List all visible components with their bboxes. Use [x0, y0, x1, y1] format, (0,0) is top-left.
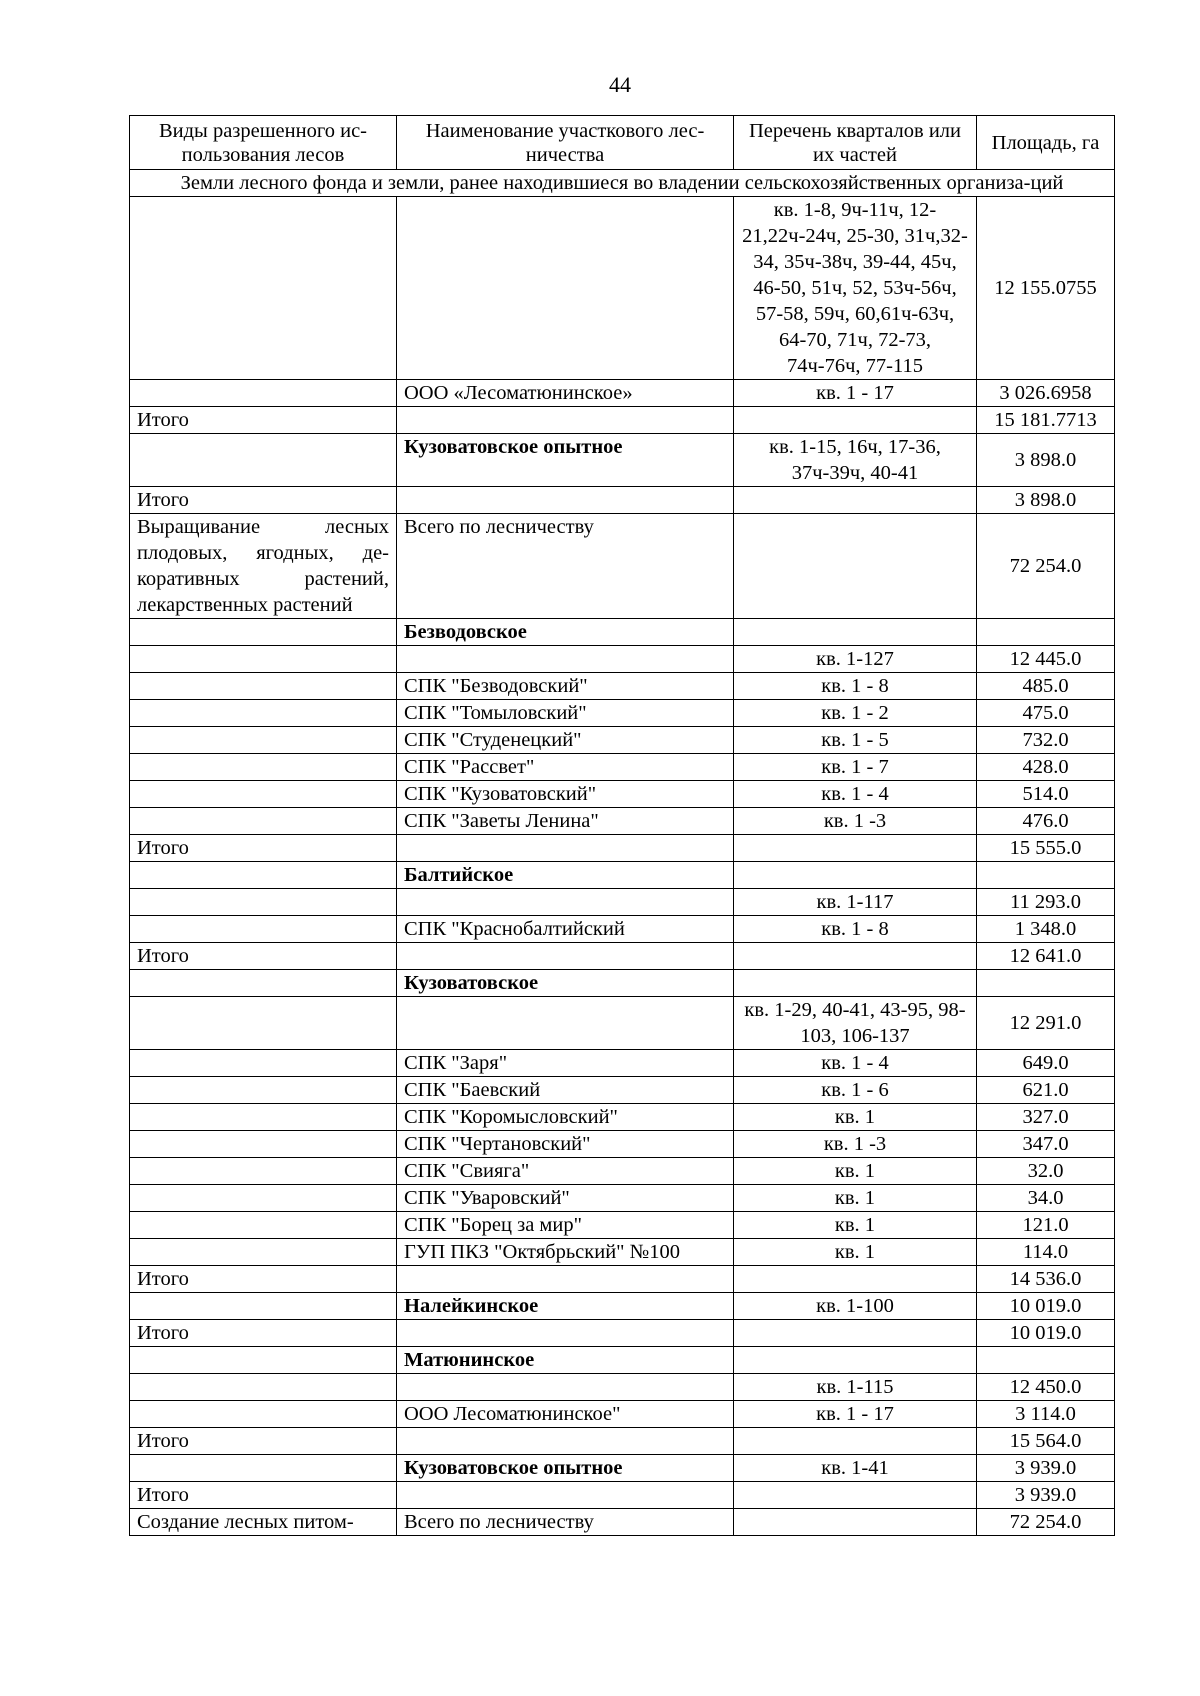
cell-use-type	[130, 1455, 397, 1482]
table-row	[130, 808, 1115, 835]
table-row	[130, 1266, 1115, 1293]
cell-quarters: кв. 1-115	[734, 1374, 977, 1401]
cell-area: 11 293.0	[977, 889, 1115, 916]
cell-use-type	[130, 727, 397, 754]
table-row	[130, 380, 1115, 407]
cell-area	[977, 1347, 1115, 1374]
header-area: Площадь, га	[977, 116, 1115, 170]
cell-forestry-name: СПК "Безводовский"	[397, 673, 734, 700]
cell-area: 12 641.0	[977, 943, 1115, 970]
cell-quarters	[734, 407, 977, 434]
cell-use-type	[130, 1131, 397, 1158]
cell-use-type: Итого	[130, 943, 397, 970]
cell-area	[977, 619, 1115, 646]
cell-quarters: кв. 1 - 17	[734, 1401, 977, 1428]
cell-quarters: кв. 1-15, 16ч, 17-36, 37ч-39ч, 40-41	[734, 434, 977, 487]
cell-area: 114.0	[977, 1239, 1115, 1266]
cell-use-type	[130, 1374, 397, 1401]
table-row	[130, 487, 1115, 514]
table-row	[130, 646, 1115, 673]
cell-area: 476.0	[977, 808, 1115, 835]
cell-quarters: кв. 1 - 2	[734, 700, 977, 727]
cell-forestry-name	[397, 1374, 734, 1401]
cell-use-type: Итого	[130, 487, 397, 514]
cell-use-type	[130, 1401, 397, 1428]
table-row	[130, 1509, 1115, 1536]
cell-quarters: кв. 1	[734, 1239, 977, 1266]
cell-area: 621.0	[977, 1077, 1115, 1104]
cell-area: 428.0	[977, 754, 1115, 781]
cell-use-type: Итого	[130, 835, 397, 862]
cell-forestry-name	[397, 646, 734, 673]
cell-forestry-name: Кузоватовское опытное	[397, 1455, 734, 1482]
cell-quarters	[734, 835, 977, 862]
cell-area	[977, 970, 1115, 997]
cell-use-type	[130, 197, 397, 380]
cell-area: 3 898.0	[977, 487, 1115, 514]
cell-area: 15 181.7713	[977, 407, 1115, 434]
cell-forestry-name: ГУП ПКЗ "Октябрьский" №100	[397, 1239, 734, 1266]
cell-quarters: кв. 1	[734, 1185, 977, 1212]
cell-forestry-name	[397, 1320, 734, 1347]
section-title-row	[130, 170, 1115, 197]
cell-use-type: Итого	[130, 407, 397, 434]
cell-use-type	[130, 380, 397, 407]
cell-area: 10 019.0	[977, 1293, 1115, 1320]
cell-forestry-name: СПК "Рассвет"	[397, 754, 734, 781]
table-row	[130, 754, 1115, 781]
table-header-row	[130, 116, 1115, 170]
table-row	[130, 1131, 1115, 1158]
table-row	[130, 943, 1115, 970]
cell-forestry-name: СПК "Свияга"	[397, 1158, 734, 1185]
cell-forestry-name	[397, 835, 734, 862]
cell-area: 514.0	[977, 781, 1115, 808]
cell-forestry-name: Безводовское	[397, 619, 734, 646]
cell-use-type	[130, 673, 397, 700]
cell-quarters: кв. 1 - 4	[734, 781, 977, 808]
cell-use-type: Итого	[130, 1428, 397, 1455]
cell-use-type	[130, 646, 397, 673]
cell-forestry-name: Всего по лесничеству	[397, 1509, 734, 1536]
cell-forestry-name	[397, 487, 734, 514]
cell-quarters: кв. 1 - 8	[734, 916, 977, 943]
cell-forestry-name	[397, 889, 734, 916]
cell-area: 3 898.0	[977, 434, 1115, 487]
header-forestry-name: Наименование участкового лес-ничества	[397, 116, 734, 170]
forest-use-table	[129, 115, 1115, 1536]
table-row	[130, 1347, 1115, 1374]
cell-area: 485.0	[977, 673, 1115, 700]
cell-quarters	[734, 1320, 977, 1347]
cell-quarters: кв. 1 - 4	[734, 1050, 977, 1077]
cell-quarters: кв. 1 -3	[734, 808, 977, 835]
cell-use-type	[130, 808, 397, 835]
table-row	[130, 197, 1115, 380]
cell-quarters	[734, 1347, 977, 1374]
cell-area: 1 348.0	[977, 916, 1115, 943]
cell-forestry-name: ООО «Лесоматюнинское»	[397, 380, 734, 407]
cell-quarters: кв. 1	[734, 1212, 977, 1239]
cell-use-type	[130, 754, 397, 781]
cell-area: 3 939.0	[977, 1455, 1115, 1482]
cell-quarters: кв. 1	[734, 1104, 977, 1131]
table-row	[130, 1158, 1115, 1185]
section-title: Земли лесного фонда и земли, ранее находившиеся во владении сельскохозяйственных организа-ций	[130, 170, 1115, 197]
cell-quarters: кв. 1 - 7	[734, 754, 977, 781]
table-row	[130, 1185, 1115, 1212]
cell-use-type	[130, 434, 397, 487]
cell-area: 347.0	[977, 1131, 1115, 1158]
table-row	[130, 997, 1115, 1050]
table-row	[130, 1401, 1115, 1428]
cell-use-type	[130, 1212, 397, 1239]
table-row	[130, 1455, 1115, 1482]
cell-forestry-name: Налейкинское	[397, 1293, 734, 1320]
cell-forestry-name	[397, 1482, 734, 1509]
cell-use-type	[130, 619, 397, 646]
cell-area: 15 555.0	[977, 835, 1115, 862]
cell-use-type	[130, 1158, 397, 1185]
cell-area: 12 450.0	[977, 1374, 1115, 1401]
cell-use-type	[130, 889, 397, 916]
table-row	[130, 619, 1115, 646]
table-row	[130, 407, 1115, 434]
cell-use-type	[130, 1104, 397, 1131]
table-row	[130, 835, 1115, 862]
cell-quarters	[734, 514, 977, 619]
cell-forestry-name: Всего по лесничеству	[397, 514, 734, 619]
cell-forestry-name	[397, 997, 734, 1050]
cell-quarters	[734, 862, 977, 889]
cell-forestry-name	[397, 943, 734, 970]
cell-forestry-name: СПК "Кузоватовский"	[397, 781, 734, 808]
cell-forestry-name: СПК "Заря"	[397, 1050, 734, 1077]
table-row	[130, 1050, 1115, 1077]
cell-area: 15 564.0	[977, 1428, 1115, 1455]
cell-use-type	[130, 916, 397, 943]
table-row	[130, 889, 1115, 916]
cell-forestry-name: СПК "Уваровский"	[397, 1185, 734, 1212]
cell-quarters	[734, 1482, 977, 1509]
cell-area: 732.0	[977, 727, 1115, 754]
cell-forestry-name: Матюнинское	[397, 1347, 734, 1374]
cell-quarters: кв. 1 - 6	[734, 1077, 977, 1104]
cell-use-type	[130, 1347, 397, 1374]
cell-area: 12 445.0	[977, 646, 1115, 673]
cell-forestry-name: СПК "Коромысловский"	[397, 1104, 734, 1131]
cell-area: 34.0	[977, 1185, 1115, 1212]
cell-forestry-name: ООО Лесоматюнинское"	[397, 1401, 734, 1428]
cell-quarters	[734, 1428, 977, 1455]
table-row	[130, 1104, 1115, 1131]
cell-area: 10 019.0	[977, 1320, 1115, 1347]
table-row	[130, 514, 1115, 619]
cell-forestry-name: Кузоватовское	[397, 970, 734, 997]
cell-area: 3 114.0	[977, 1401, 1115, 1428]
cell-use-type	[130, 781, 397, 808]
cell-area	[977, 862, 1115, 889]
cell-forestry-name: Кузоватовское опытное	[397, 434, 734, 487]
cell-quarters: кв. 1 - 5	[734, 727, 977, 754]
cell-quarters: кв. 1 - 8	[734, 673, 977, 700]
cell-use-type	[130, 997, 397, 1050]
table-row	[130, 673, 1115, 700]
cell-quarters: кв. 1-117	[734, 889, 977, 916]
cell-area: 72 254.0	[977, 1509, 1115, 1536]
cell-use-type	[130, 970, 397, 997]
cell-quarters: кв. 1-100	[734, 1293, 977, 1320]
cell-area: 12 155.0755	[977, 197, 1115, 380]
table-row	[130, 916, 1115, 943]
cell-forestry-name: СПК "Студенецкий"	[397, 727, 734, 754]
cell-forestry-name: СПК "Чертановский"	[397, 1131, 734, 1158]
cell-quarters	[734, 619, 977, 646]
cell-quarters	[734, 970, 977, 997]
table-row	[130, 700, 1115, 727]
cell-quarters: кв. 1	[734, 1158, 977, 1185]
cell-forestry-name	[397, 1266, 734, 1293]
table-row	[130, 1320, 1115, 1347]
cell-area: 72 254.0	[977, 514, 1115, 619]
cell-area: 32.0	[977, 1158, 1115, 1185]
cell-area: 3 939.0	[977, 1482, 1115, 1509]
cell-forestry-name: СПК "Заветы Ленина"	[397, 808, 734, 835]
table-row	[130, 862, 1115, 889]
table-row	[130, 1482, 1115, 1509]
table-row	[130, 434, 1115, 487]
cell-quarters	[734, 943, 977, 970]
cell-quarters: кв. 1-127	[734, 646, 977, 673]
table-row	[130, 1239, 1115, 1266]
cell-use-type	[130, 1050, 397, 1077]
cell-use-type	[130, 1077, 397, 1104]
header-quarters: Перечень кварталов или их частей	[734, 116, 977, 170]
cell-forestry-name: Балтийское	[397, 862, 734, 889]
cell-forestry-name	[397, 407, 734, 434]
cell-use-type	[130, 1293, 397, 1320]
cell-area: 12 291.0	[977, 997, 1115, 1050]
table-row	[130, 1293, 1115, 1320]
cell-forestry-name	[397, 1428, 734, 1455]
cell-quarters: кв. 1 -3	[734, 1131, 977, 1158]
cell-quarters	[734, 487, 977, 514]
cell-area: 3 026.6958	[977, 380, 1115, 407]
cell-quarters	[734, 1266, 977, 1293]
cell-forestry-name: СПК "Баевский	[397, 1077, 734, 1104]
cell-use-type	[130, 1185, 397, 1212]
cell-use-type: Итого	[130, 1266, 397, 1293]
cell-use-type: Итого	[130, 1482, 397, 1509]
cell-forestry-name	[397, 197, 734, 380]
cell-area: 475.0	[977, 700, 1115, 727]
cell-use-type	[130, 700, 397, 727]
table-row	[130, 727, 1115, 754]
table-row	[130, 1428, 1115, 1455]
header-use-type: Виды разрешенного ис-пользования лесов	[130, 116, 397, 170]
cell-forestry-name: СПК "Томыловский"	[397, 700, 734, 727]
cell-quarters: кв. 1-8, 9ч-11ч, 12-21,22ч-24ч, 25-30, 31ч,32-34, 35ч-38ч, 39-44, 45ч, 46-50, 51ч, 52, 53ч-56ч, 57-58, 59ч, 60,61ч-63ч, 64-70, 71ч, 72-73, 74ч-76ч, 77-115	[734, 197, 977, 380]
table-row	[130, 1374, 1115, 1401]
cell-use-type: Выращивание лесных плодовых, ягодных, де-коративных растений, лекарственных растений	[130, 514, 397, 619]
table-row	[130, 970, 1115, 997]
cell-area: 121.0	[977, 1212, 1115, 1239]
cell-use-type: Создание лесных питом-	[130, 1509, 397, 1536]
cell-quarters	[734, 1509, 977, 1536]
table-row	[130, 1212, 1115, 1239]
table-row	[130, 1077, 1115, 1104]
cell-area: 649.0	[977, 1050, 1115, 1077]
cell-quarters: кв. 1 - 17	[734, 380, 977, 407]
cell-use-type	[130, 862, 397, 889]
cell-use-type	[130, 1239, 397, 1266]
page-number: 44	[609, 72, 631, 97]
cell-area: 14 536.0	[977, 1266, 1115, 1293]
cell-quarters: кв. 1-41	[734, 1455, 977, 1482]
table-row	[130, 781, 1115, 808]
cell-forestry-name: СПК "Борец за мир"	[397, 1212, 734, 1239]
cell-area: 327.0	[977, 1104, 1115, 1131]
cell-use-type: Итого	[130, 1320, 397, 1347]
cell-forestry-name: СПК "Краснобалтийский	[397, 916, 734, 943]
cell-quarters: кв. 1-29, 40-41, 43-95, 98-103, 106-137	[734, 997, 977, 1050]
